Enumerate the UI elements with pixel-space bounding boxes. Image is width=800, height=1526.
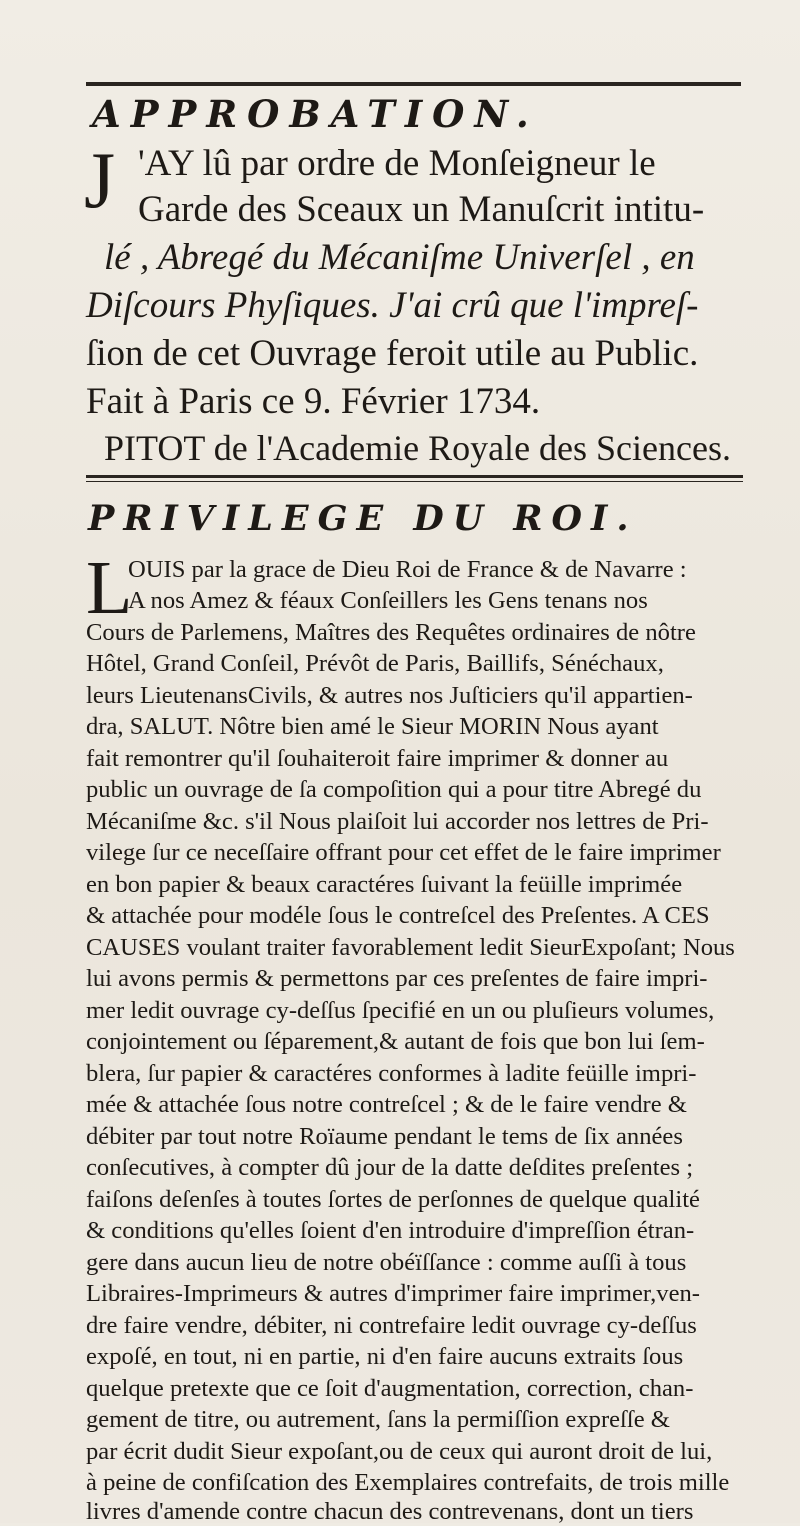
privilege-line: Cours de Parlemens, Maîtres des Requêtes ordinaires de nôtre — [86, 619, 696, 646]
privilege-line: dra, SALUT. Nôtre bien amé le Sieur MORIN Nous ayant — [86, 713, 659, 740]
privilege-line: blera, ſur papier & caractéres conformes à ladite feüille impri- — [86, 1060, 697, 1087]
privilege-line: mée & attachée ſous notre contreſcel ; & de le faire vendre & — [86, 1091, 687, 1118]
privilege-line: quelque pretexte que ce ſoit d'augmentation, correction, chan- — [86, 1375, 694, 1402]
privilege-line: Mécaniſme &c. s'il Nous plaiſoit lui accorder nos lettres de Pri- — [86, 808, 709, 835]
privilege-line: vilege ſur ce neceſſaire offrant pour cet effet de le faire imprimer — [86, 839, 721, 866]
privilege-line: à peine de confiſcation des Exemplaires contrefaits, de trois mille — [86, 1469, 730, 1496]
privilege-line: conſecutives, à compter dû jour de la datte deſdites preſentes ; — [86, 1154, 694, 1181]
privilege-line: faiſons deſenſes à toutes ſortes de perſonnes de quelque qualité — [86, 1186, 700, 1213]
privilege-line: CAUSES voulant traiter favorablement ledit SieurExpoſant; Nous — [86, 934, 735, 961]
privilege-line: conjointement ou ſéparement,& autant de fois que bon lui ſem- — [86, 1028, 705, 1055]
drop-cap-l: L — [86, 546, 133, 630]
approbation-line-4: Diſcours Phyſiques. J'ai crû que l'impreſ- — [86, 285, 699, 326]
approbation-line-5: ſion de cet Ouvrage feroit utile au Public. — [86, 333, 699, 374]
approbation-signature: PITOT de l'Academie Royale des Sciences. — [104, 428, 731, 468]
privilege-line: lui avons permis & permettons par ces preſentes de faire impri- — [86, 965, 708, 992]
top-rule — [86, 82, 741, 86]
privilege-line: leurs LieutenansCivils, & autres nos Juſticiers qu'il appartien- — [86, 682, 693, 709]
privilege-title: PRIVILEGE DU ROI. — [88, 498, 638, 539]
privilege-line: A nos Amez & féaux Conſeillers les Gens tenans nos — [128, 587, 648, 614]
privilege-line: mer ledit ouvrage cy-deſſus ſpecifié en un ou pluſieurs volumes, — [86, 997, 715, 1024]
privilege-line: gere dans aucun lieu de notre obéïſſance : comme auſſi à tous — [86, 1249, 687, 1276]
privilege-line: par écrit dudit Sieur expoſant,ou de ceux qui auront droit de lui, — [86, 1438, 713, 1465]
privilege-line: débiter par tout notre Roïaume pendant le tems de ſix années — [86, 1123, 683, 1150]
privilege-line: livres d'amende contre chacun des contrevenans, dont un tiers — [86, 1498, 694, 1525]
privilege-line: public un ouvrage de ſa compoſition qui a pour titre Abregé du — [86, 776, 702, 803]
privilege-line: expoſé, en tout, ni en partie, ni d'en faire aucuns extraits ſous — [86, 1343, 684, 1370]
privilege-line: Hôtel, Grand Conſeil, Prévôt de Paris, Baillifs, Sénéchaux, — [86, 650, 664, 677]
privilege-line: OUIS par la grace de Dieu Roi de France & de Navarre : — [128, 556, 687, 583]
drop-cap-j: J — [84, 137, 116, 225]
privilege-line: & attachée pour modéle ſous le contreſcel des Preſentes. A CES — [86, 902, 710, 929]
separator-rule — [86, 475, 743, 478]
approbation-line-6: Fait à Paris ce 9. Février 1734. — [86, 381, 541, 422]
approbation-line-1: 'AY lû par ordre de Monſeigneur le — [138, 143, 656, 184]
approbation-title: APPROBATION. — [92, 92, 539, 136]
privilege-line: & conditions qu'elles ſoient d'en introduire d'impreſſion étran- — [86, 1217, 695, 1244]
privilege-line: dre faire vendre, débiter, ni contrefaire ledit ouvrage cy-deſſus — [86, 1312, 697, 1339]
approbation-line-3: lé , Abregé du Mécaniſme Univerſel , en — [104, 237, 695, 278]
approbation-line-2: Garde des Sceaux un Manuſcrit intitu- — [138, 189, 705, 230]
privilege-line: fait remontrer qu'il ſouhaiteroit faire imprimer & donner au — [86, 745, 669, 772]
privilege-line: Libraires-Imprimeurs & autres d'imprimer faire imprimer,ven- — [86, 1280, 700, 1307]
separator-rule-thin — [86, 481, 743, 482]
privilege-line: gement de titre, ou autrement, ſans la permiſſion expreſſe & — [86, 1406, 670, 1433]
privilege-line: en bon papier & beaux caractéres ſuivant la feüille imprimée — [86, 871, 683, 898]
